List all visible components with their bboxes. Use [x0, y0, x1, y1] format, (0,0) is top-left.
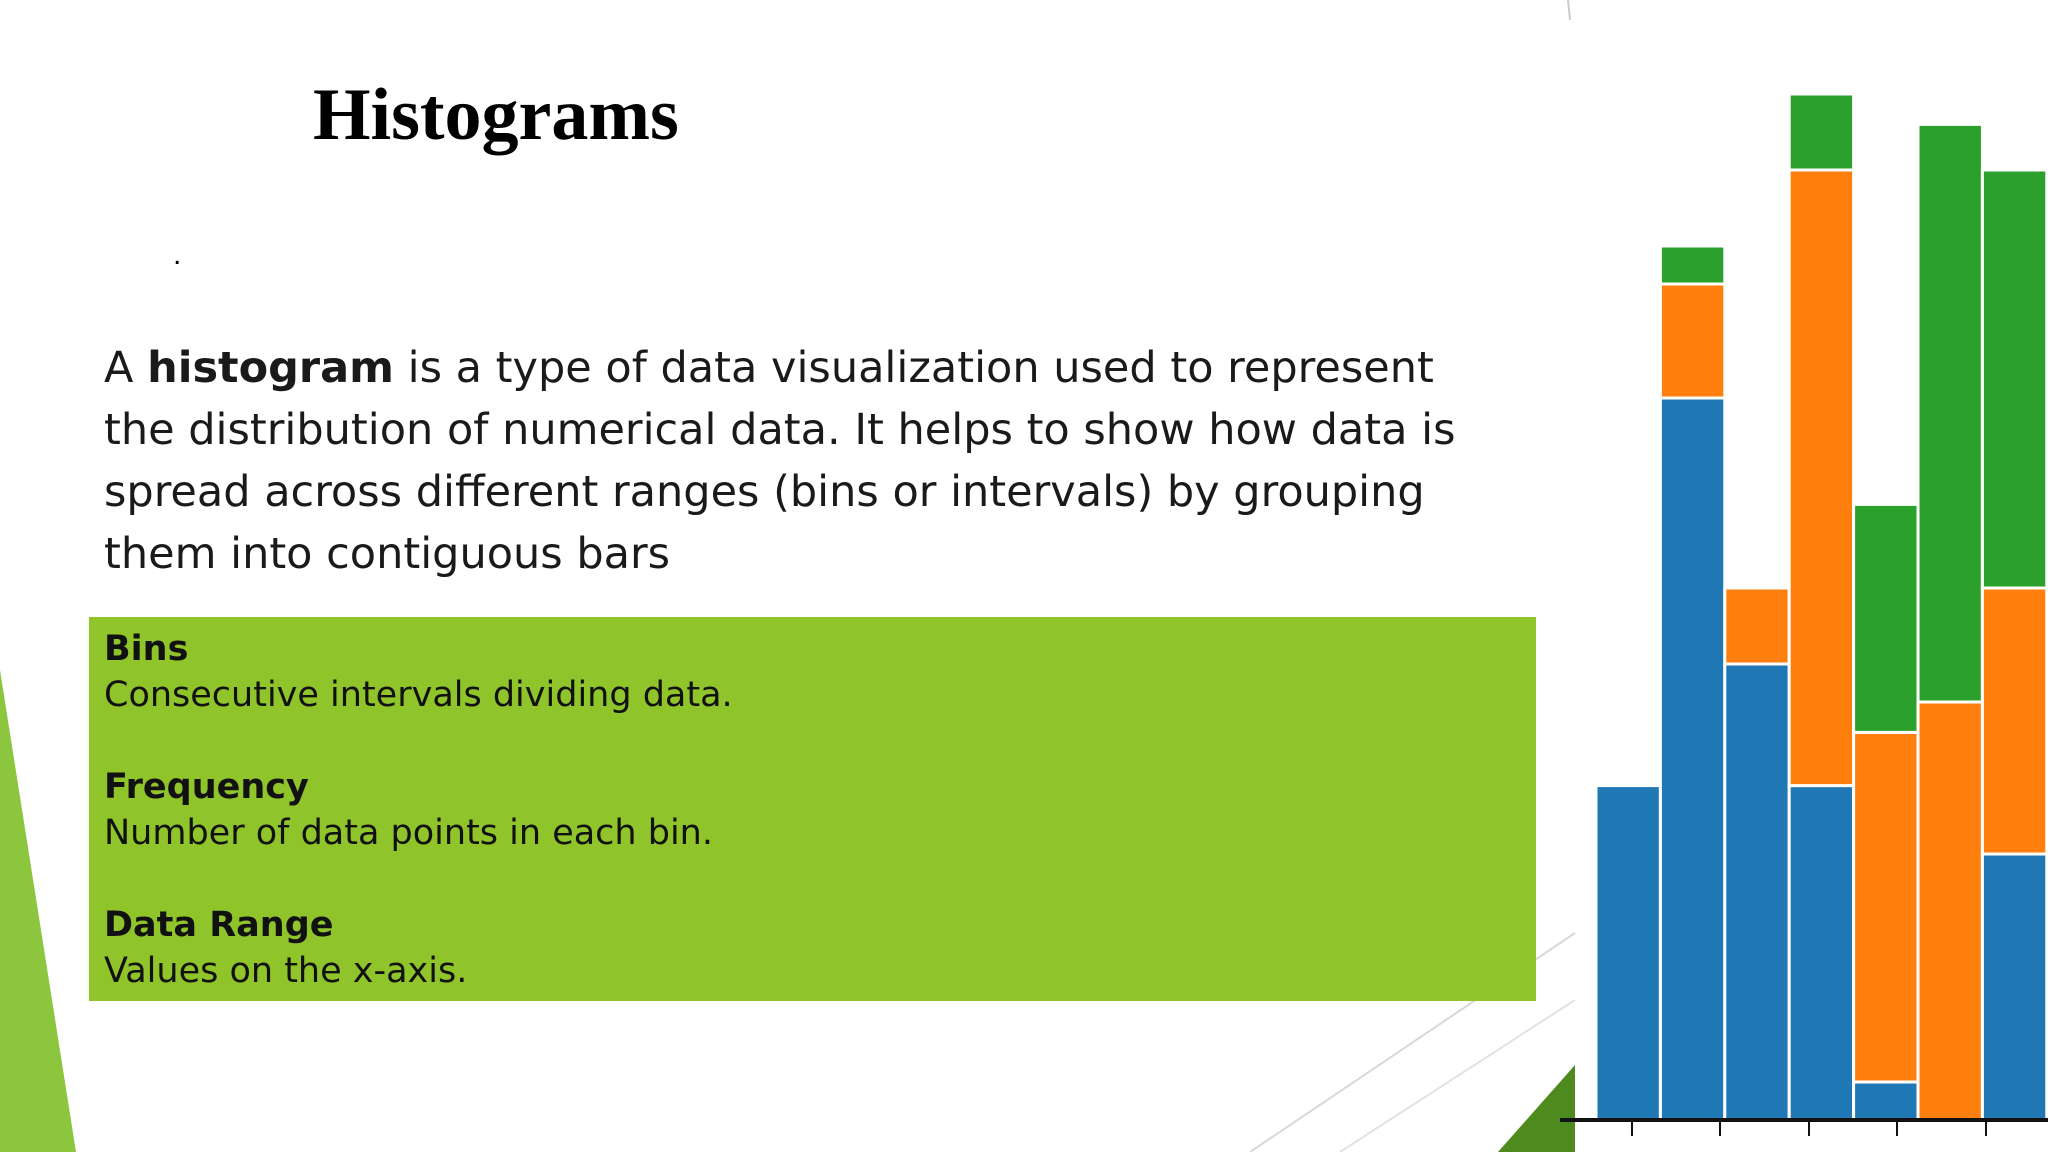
histogram-bar-bin7-series3 [1982, 170, 2046, 588]
histogram-bar-bin2-series3 [1660, 246, 1724, 284]
histogram-bar-bin3-series1 [1725, 664, 1789, 1120]
definition-description: Consecutive intervals dividing data. [104, 675, 733, 715]
bullet-point: . [173, 238, 182, 271]
intro-prefix: A [104, 343, 148, 393]
histogram-bar-bin4-series1 [1789, 786, 1853, 1120]
histogram-bar-bin4-series2 [1789, 170, 1853, 786]
histogram-bar-bin4-series3 [1789, 94, 1853, 170]
histogram-bar-bin2-series1 [1660, 398, 1724, 1120]
definition-term: Frequency [104, 767, 309, 807]
intro-term: histogram [147, 343, 394, 393]
histogram-bar-bin2-series2 [1660, 284, 1724, 398]
histogram-bar-bin3-series2 [1725, 588, 1789, 664]
intro-rest: is a type of data visualization used to represent the distribution of numerical data. It helps to show how data is spread across different ranges (bins or intervals) by grouping them into contiguous bars [104, 343, 1456, 579]
definition-description: Number of data points in each bin. [104, 813, 713, 853]
definition-bins [104, 626, 733, 718]
histogram-bar-bin5-series2 [1854, 732, 1918, 1082]
histogram-bar-bin7-series2 [1982, 588, 2046, 854]
definition-frequency [104, 764, 713, 856]
histogram-bar-bin7-series1 [1982, 854, 2046, 1120]
slide-title: Histograms [313, 74, 679, 156]
histogram-bar-bin5-series3 [1854, 504, 1918, 732]
definition-description: Values on the x-axis. [104, 951, 468, 991]
stacked-histogram-chart [1560, 0, 2048, 1152]
histogram-bar-bin1-series1 [1596, 786, 1660, 1120]
intro-paragraph [104, 337, 1504, 585]
definition-term: Data Range [104, 905, 334, 945]
definition-term: Bins [104, 629, 189, 669]
histogram-bar-bin6-series3 [1918, 124, 1982, 702]
definition-data-range [104, 902, 467, 994]
left-accent-shape [0, 670, 76, 1152]
histogram-bar-bin5-series1 [1854, 1082, 1918, 1120]
histogram-bar-bin6-series2 [1918, 702, 1982, 1120]
definitions-box [89, 617, 1536, 1001]
